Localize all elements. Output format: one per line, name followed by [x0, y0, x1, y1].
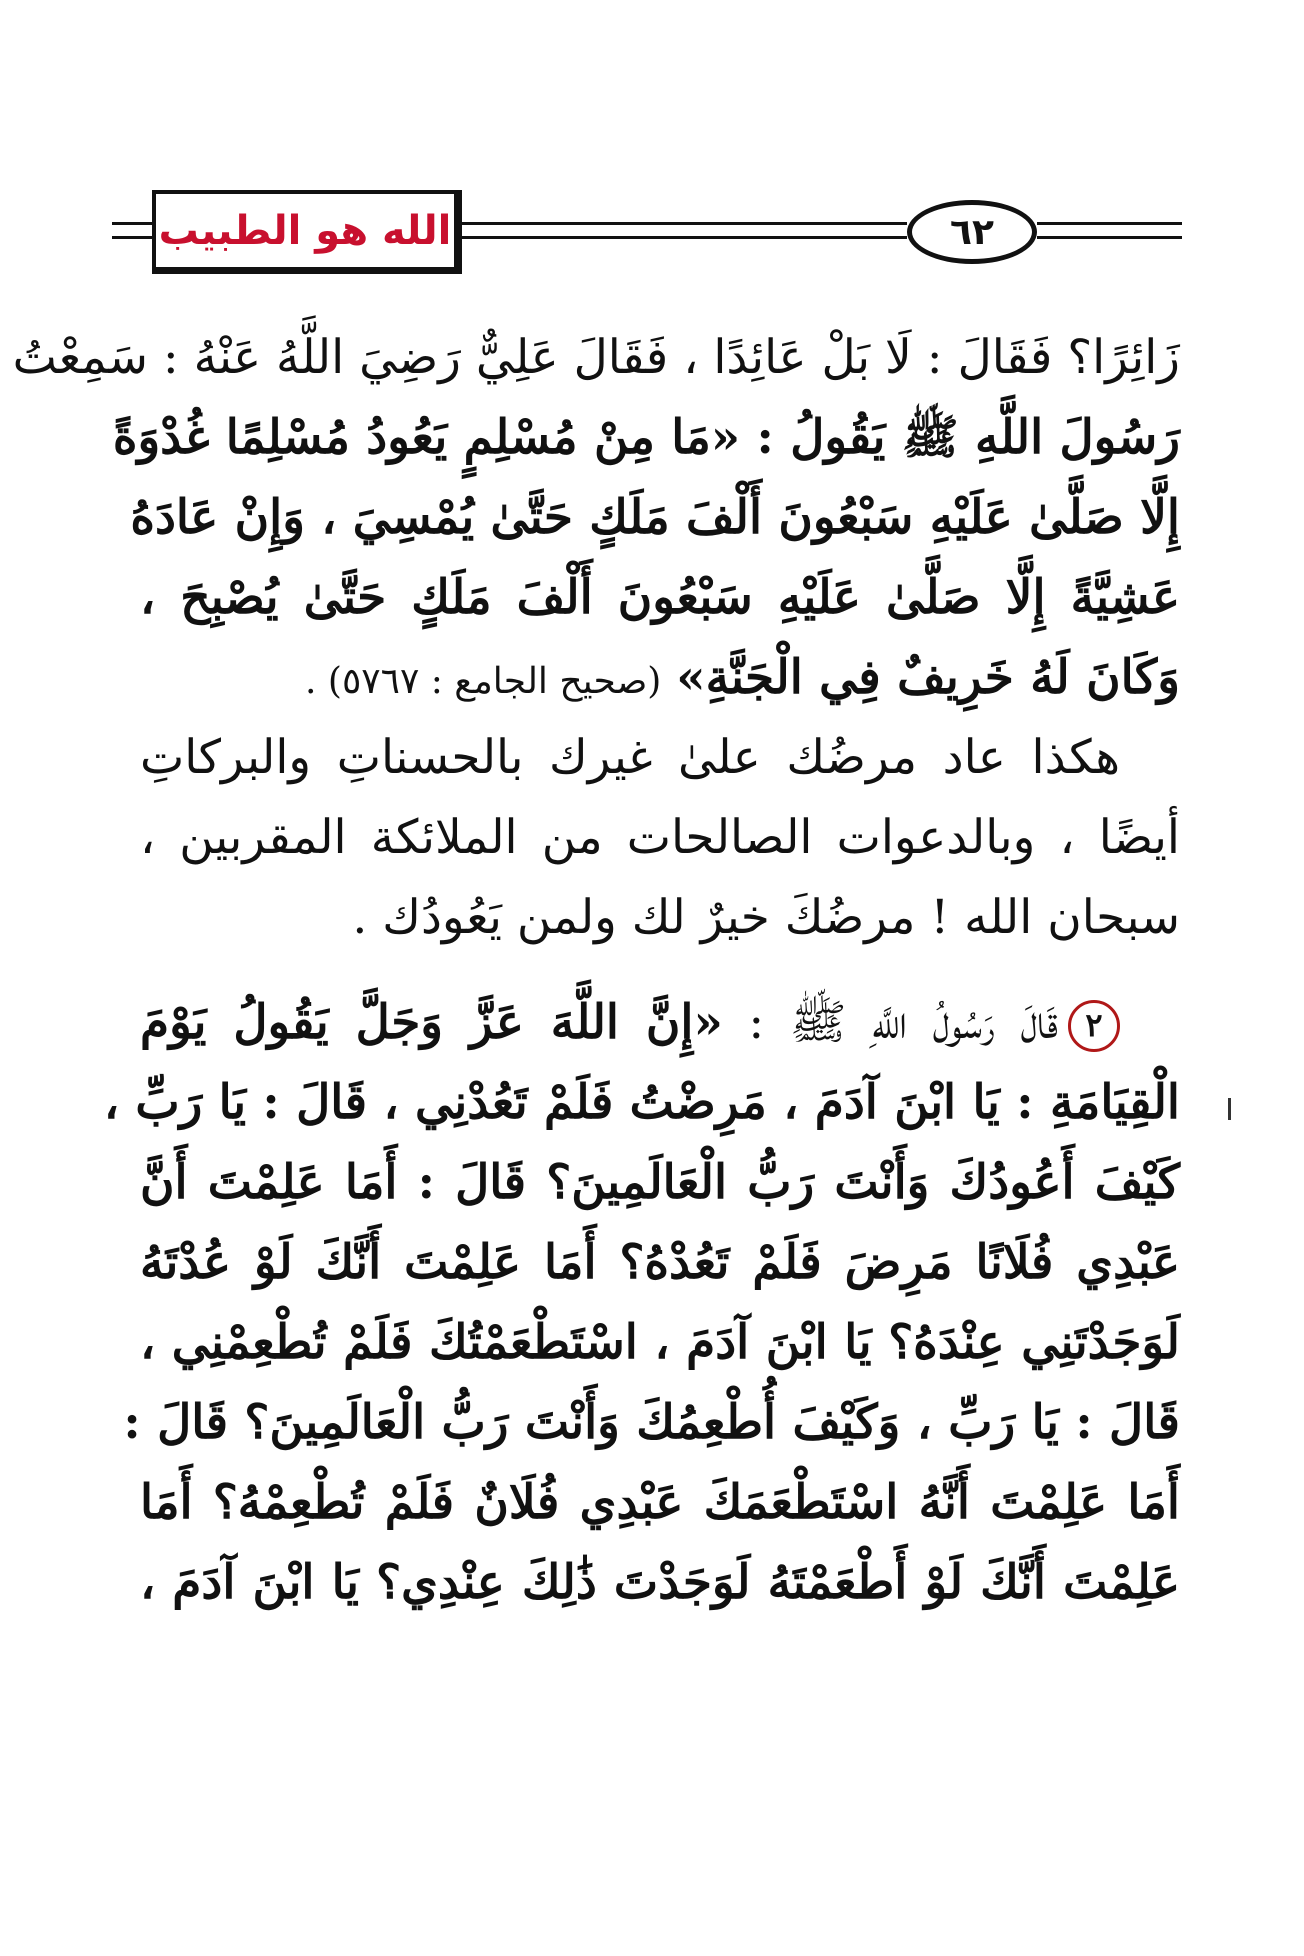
hadith-number-circle: ٢: [1068, 1000, 1120, 1052]
hadith-reference: (صحيح الجامع : ٥٧٦٧) .: [305, 661, 662, 702]
text-line: سبحان الله ! مرضُكَ خيرٌ لك ولمن يَعُودُك .: [352, 890, 1180, 945]
text-line: زَائِرًا؟ فَقَالَ : لَا بَلْ عَائِدًا ، فَقَالَ عَلِيٌّ رَضِيَ اللَّهُ عَنْهُ : سَمِعْتُ: [12, 330, 1180, 385]
text-line: لَوَجَدْتَنِي عِنْدَهُ؟ يَا ابْنَ آدَمَ ، اسْتَطْعَمْتُكَ فَلَمْ تُطْعِمْنِي ،: [140, 1315, 1180, 1370]
text-line: إِلَّا صَلَّىٰ عَلَيْهِ سَبْعُونَ أَلْفَ مَلَكٍ حَتَّىٰ يُمْسِيَ ، وَإِنْ عَادَهُ: [130, 490, 1180, 545]
text-line: عَشِيَّةً إِلَّا صَلَّىٰ عَلَيْهِ سَبْعُونَ أَلْفَ مَلَكٍ حَتَّىٰ يُصْبِحَ ،: [140, 570, 1180, 625]
text-line: الْقِيَامَةِ : يَا ابْنَ آدَمَ ، مَرِضْتُ فَلَمْ تَعُدْنِي ، قَالَ : يَا رَبِّ ،: [103, 1075, 1180, 1130]
header-rule-left-top: [112, 222, 152, 225]
header-rule-left-bottom: [112, 236, 152, 239]
text-line: رَسُولَ اللَّهِ ﷺ يَقُولُ : «مَا مِنْ مُسْلِمٍ يَعُودُ مُسْلِمًا غُدْوَةً: [112, 410, 1180, 465]
header-rule-middle-top: [462, 222, 907, 225]
page-header: [112, 190, 1192, 280]
text-line: قَالَ : يَا رَبِّ ، وَكَيْفَ أُطْعِمُكَ وَأَنْتَ رَبُّ الْعَالَمِينَ؟ قَالَ :: [123, 1395, 1180, 1450]
hadith-ending: وَكَانَ لَهُ خَرِيفٌ فِي الْجَنَّةِ»: [676, 650, 1180, 705]
text-line: عَلِمْتَ أَنَّكَ لَوْ أَطْعَمْتَهُ لَوَجَدْتَ ذَٰلِكَ عِنْدِي؟ يَا ابْنَ آدَمَ ،: [140, 1555, 1180, 1610]
chapter-title: الله هو الطبيب: [158, 207, 452, 254]
hadith-heading-line: [140, 983, 1180, 1063]
text-line: [140, 638, 1180, 718]
text-line: عَبْدِي فُلَانًا مَرِضَ فَلَمْ تَعُدْهُ؟ أَمَا عَلِمْتَ أَنَّكَ لَوْ عُدْتَهُ: [140, 1235, 1180, 1290]
page-number: ٦٢: [950, 211, 994, 253]
page-number-oval: [907, 200, 1037, 264]
margin-mark: [1228, 1098, 1231, 1120]
text-line: هكذا عاد مرضُك علىٰ غيرك بالحسناتِ والبركاتِ: [140, 730, 1120, 785]
header-rule-right-top: [1037, 222, 1182, 225]
text-line: أيضًا ، وبالدعوات الصالحات من الملائكة المقربين ،: [140, 810, 1180, 865]
header-rule-right-bottom: [1037, 236, 1182, 239]
chapter-title-box: [152, 190, 462, 274]
text-line: كَيْفَ أَعُودُكَ وَأَنْتَ رَبُّ الْعَالَمِينَ؟ قَالَ : أَمَا عَلِمْتَ أَنَّ: [140, 1155, 1180, 1210]
header-rule-middle-bottom: [462, 236, 907, 239]
text-line: أَمَا عَلِمْتَ أَنَّهُ اسْتَطْعَمَكَ عَبْدِي فُلَانٌ فَلَمْ تُطْعِمْهُ؟ أَمَا: [140, 1475, 1180, 1530]
hadith-intro: قَالَ رَسُولُ اللَّهِ ﷺ :: [748, 995, 1058, 1050]
hadith-start: «إِنَّ اللَّهَ عَزَّ وَجَلَّ يَقُولُ يَوْمَ: [140, 995, 723, 1050]
